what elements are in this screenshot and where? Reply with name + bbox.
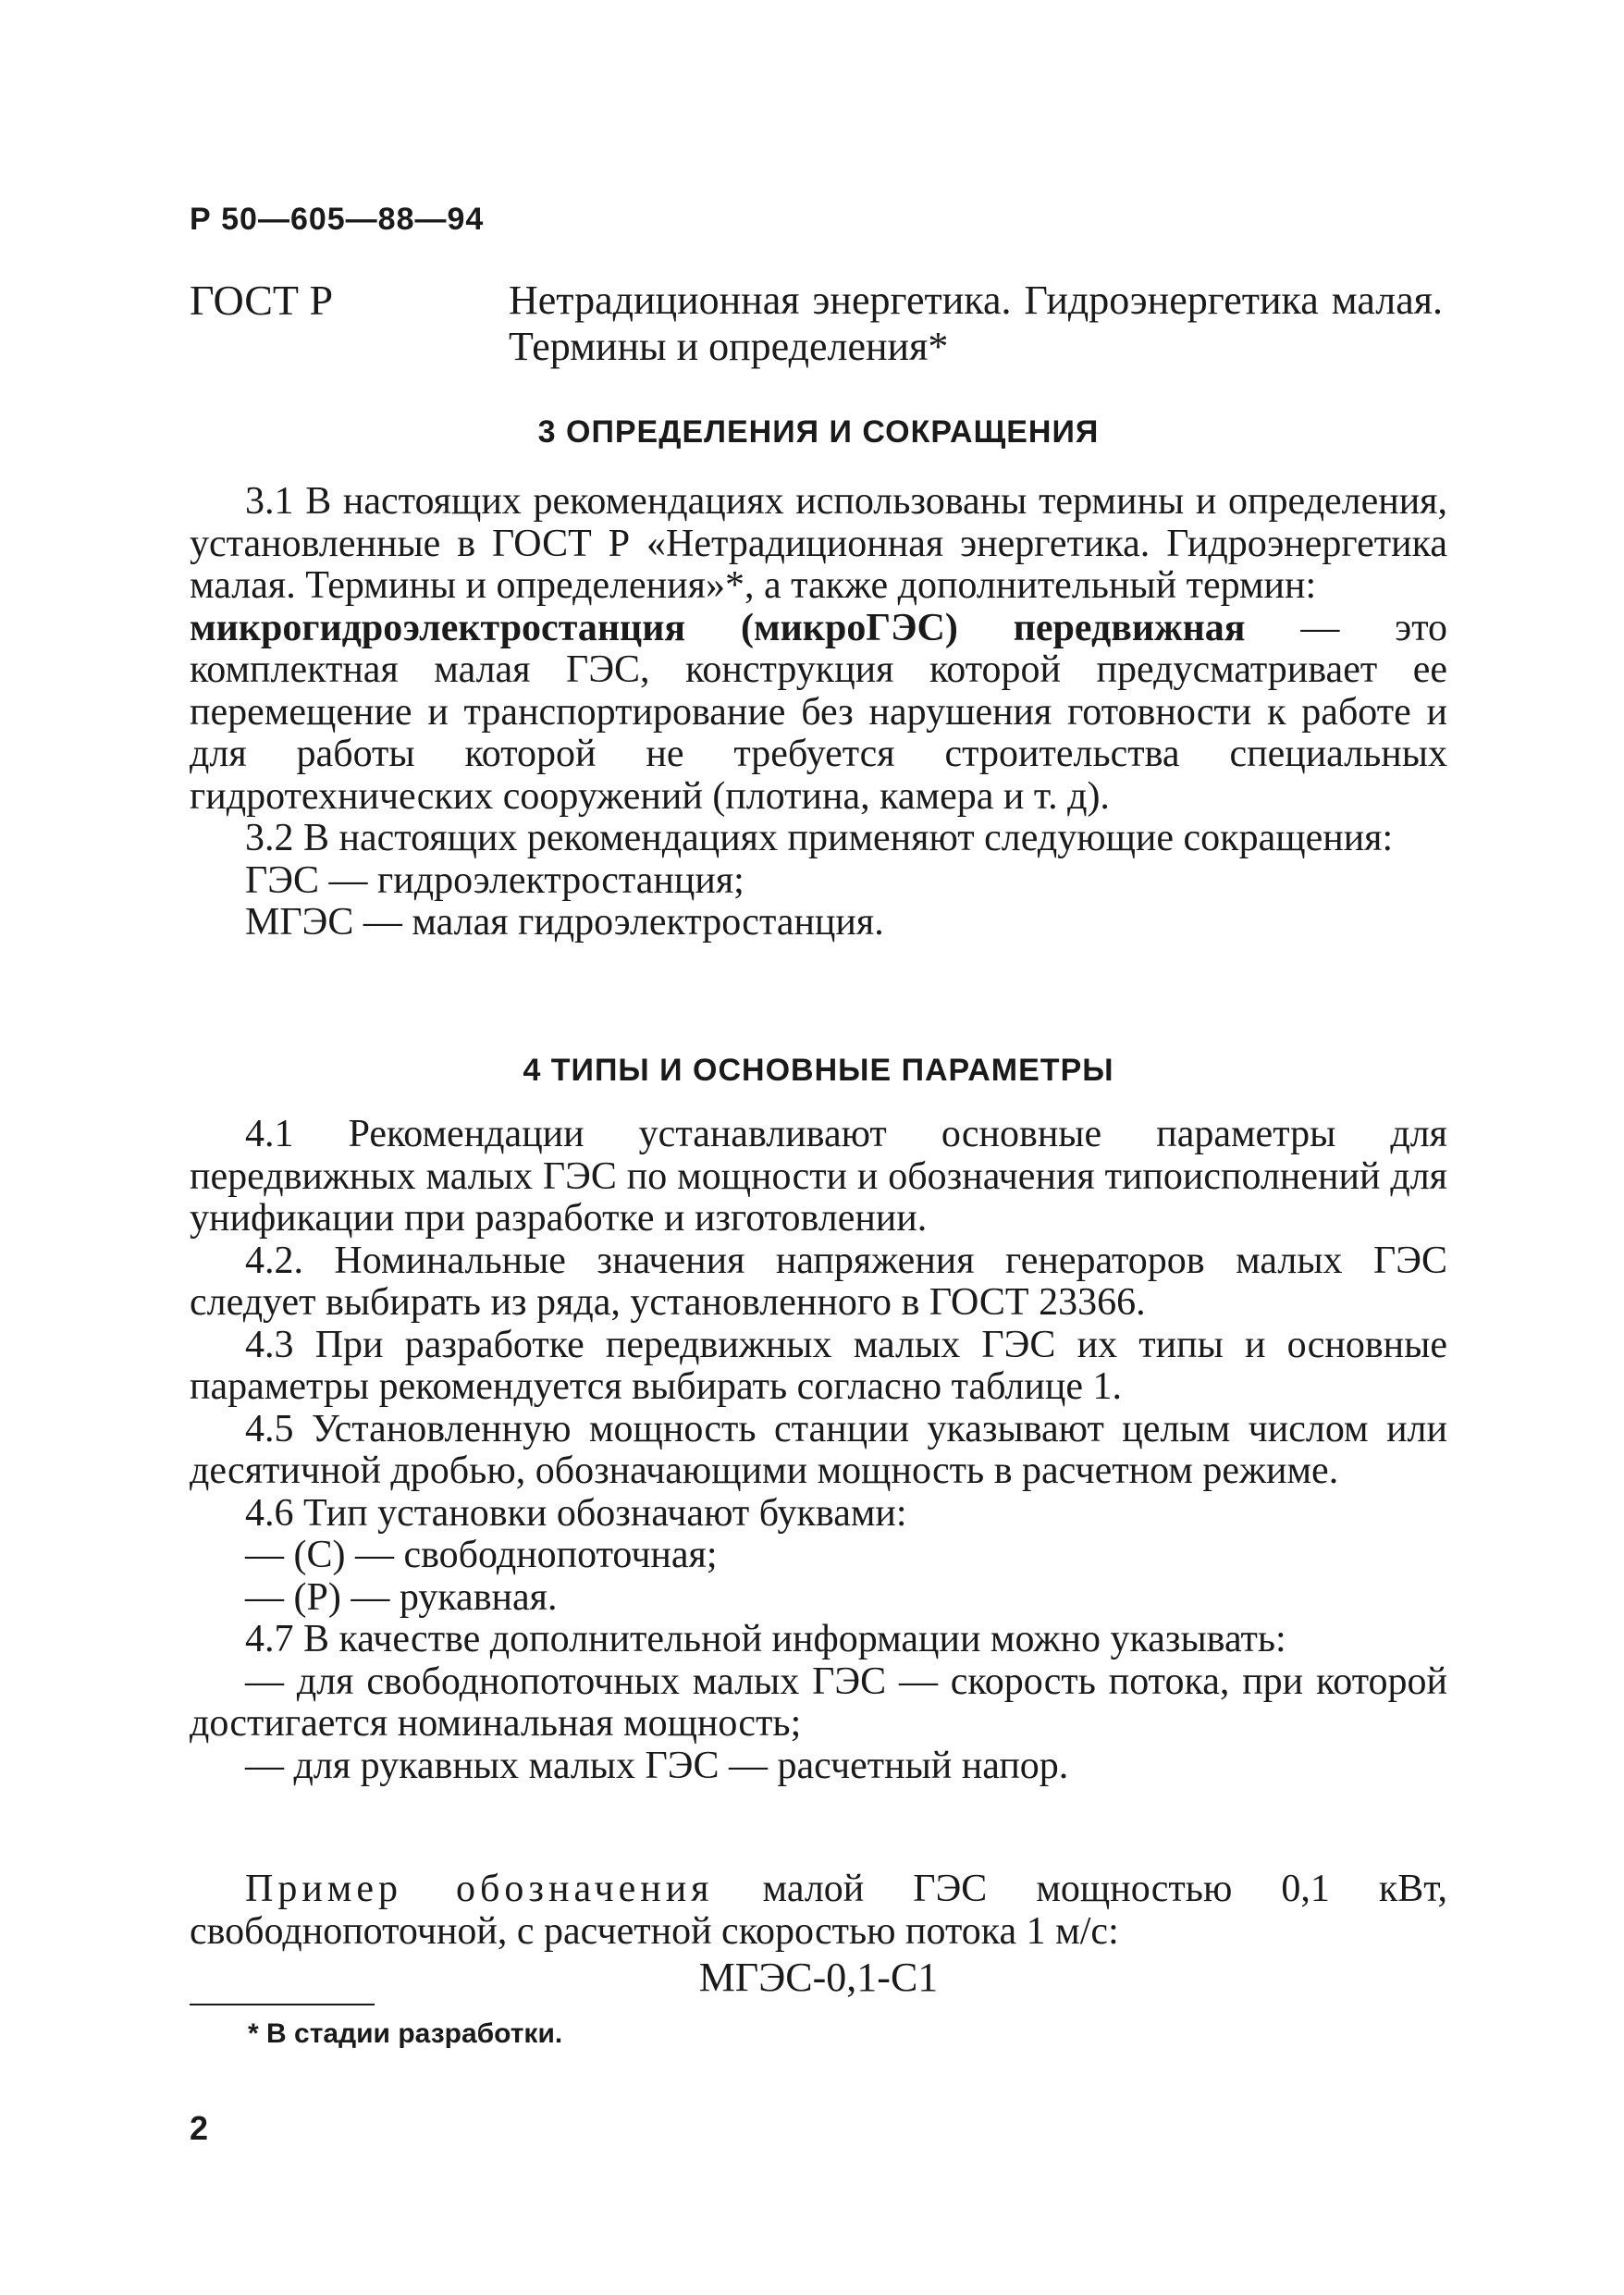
paragraph-4-6: 4.6 Тип установки обозначают буквами:	[245, 1491, 907, 1535]
referenced-standard-title: Нетрадиционная энергетика. Гидроэнергетика малая. Термины и определения*	[509, 278, 1443, 369]
term-definition-text: — это комплектная малая ГЭС, конструкция которой предусматривает ее перемещение и транспортирование без нарушения готовности к работе и для работы которой не требуется строительства специальных гидротехнических сооружений (плотина, камера и т. д).	[190, 606, 1447, 818]
designation-example: МГЭС-0,1-С1	[698, 1955, 939, 2000]
example-paragraph	[190, 1869, 1447, 1953]
paragraph-3-2: 3.2 В настоящих рекомендациях применяют следующие сокращения:	[245, 817, 1394, 859]
paragraph-4-7: 4.7 В качестве дополнительной информации можно указывать:	[245, 1618, 1286, 1660]
paragraph-4-3: 4.3 При разработке передвижных малых ГЭС их типы и основные параметры рекомендуется выбирать согласно таблице 1.	[190, 1323, 1447, 1408]
abbreviation-mges: МГЭС — малая гидроэлектростанция.	[245, 901, 884, 944]
info-sleeve: — для рукавных малых ГЭС — расчетный напор.	[245, 1744, 1069, 1787]
paragraph-3-1: 3.1 В настоящих рекомендациях использованы термины и определения, установленные в ГОСТ Р «Нетрадиционная энергетика. Гидроэнергетика малая. Термины и определения»*, а также дополнительный термин:	[190, 480, 1447, 607]
page-number: 2	[190, 2109, 209, 2147]
example-lead: Пример обозначения	[245, 1868, 714, 1910]
document-code-header: Р 50—605—88—94	[190, 202, 485, 237]
section-3-body	[190, 481, 1447, 944]
type-free-flow: — (С) — свободнопоточная;	[245, 1534, 718, 1576]
referenced-standard-code: ГОСТ Р	[190, 277, 334, 324]
paragraph-4-1: 4.1 Рекомендации устанавливают основные параметры для передвижных малых ГЭС по мощности и обозначения типоисполнений для унификации при разработке и изготовлении.	[190, 1113, 1447, 1240]
type-sleeve: — (Р) — рукавная.	[245, 1575, 558, 1619]
term-name: микрогидроэлектростанция (микроГЭС) передвижная	[190, 606, 1246, 649]
footnote: * В стадии разработки.	[248, 2018, 563, 2049]
term-definition	[190, 608, 1447, 819]
abbreviation-ges: ГЭС — гидроэлектростанция;	[245, 858, 744, 902]
paragraph-4-2: 4.2. Номинальные значения напряжения генераторов малых ГЭС следует выбирать из ряда, установленного в ГОСТ 23366.	[190, 1239, 1447, 1324]
section-4-body	[190, 1114, 1447, 1787]
section-3-heading: 3 ОПРЕДЕЛЕНИЯ И СОКРАЩЕНИЯ	[537, 414, 1100, 450]
paragraph-4-5: 4.5 Установленную мощность станции указывают целым числом или десятичной дробью, обозначающими мощность в расчетном режиме.	[190, 1407, 1447, 1492]
footnote-divider	[190, 2004, 375, 2005]
info-free-flow: — для свободнопоточных малых ГЭС — скорость потока, при которой достигается номинальная мощность;	[190, 1660, 1447, 1745]
example-text: малой ГЭС мощностью 0,1 кВт, свободнопоточной, с расчетной скоростью потока 1 м/с:	[190, 1868, 1447, 1953]
section-4-heading: 4 ТИПЫ И ОСНОВНЫЕ ПАРАМЕТРЫ	[523, 1053, 1114, 1088]
